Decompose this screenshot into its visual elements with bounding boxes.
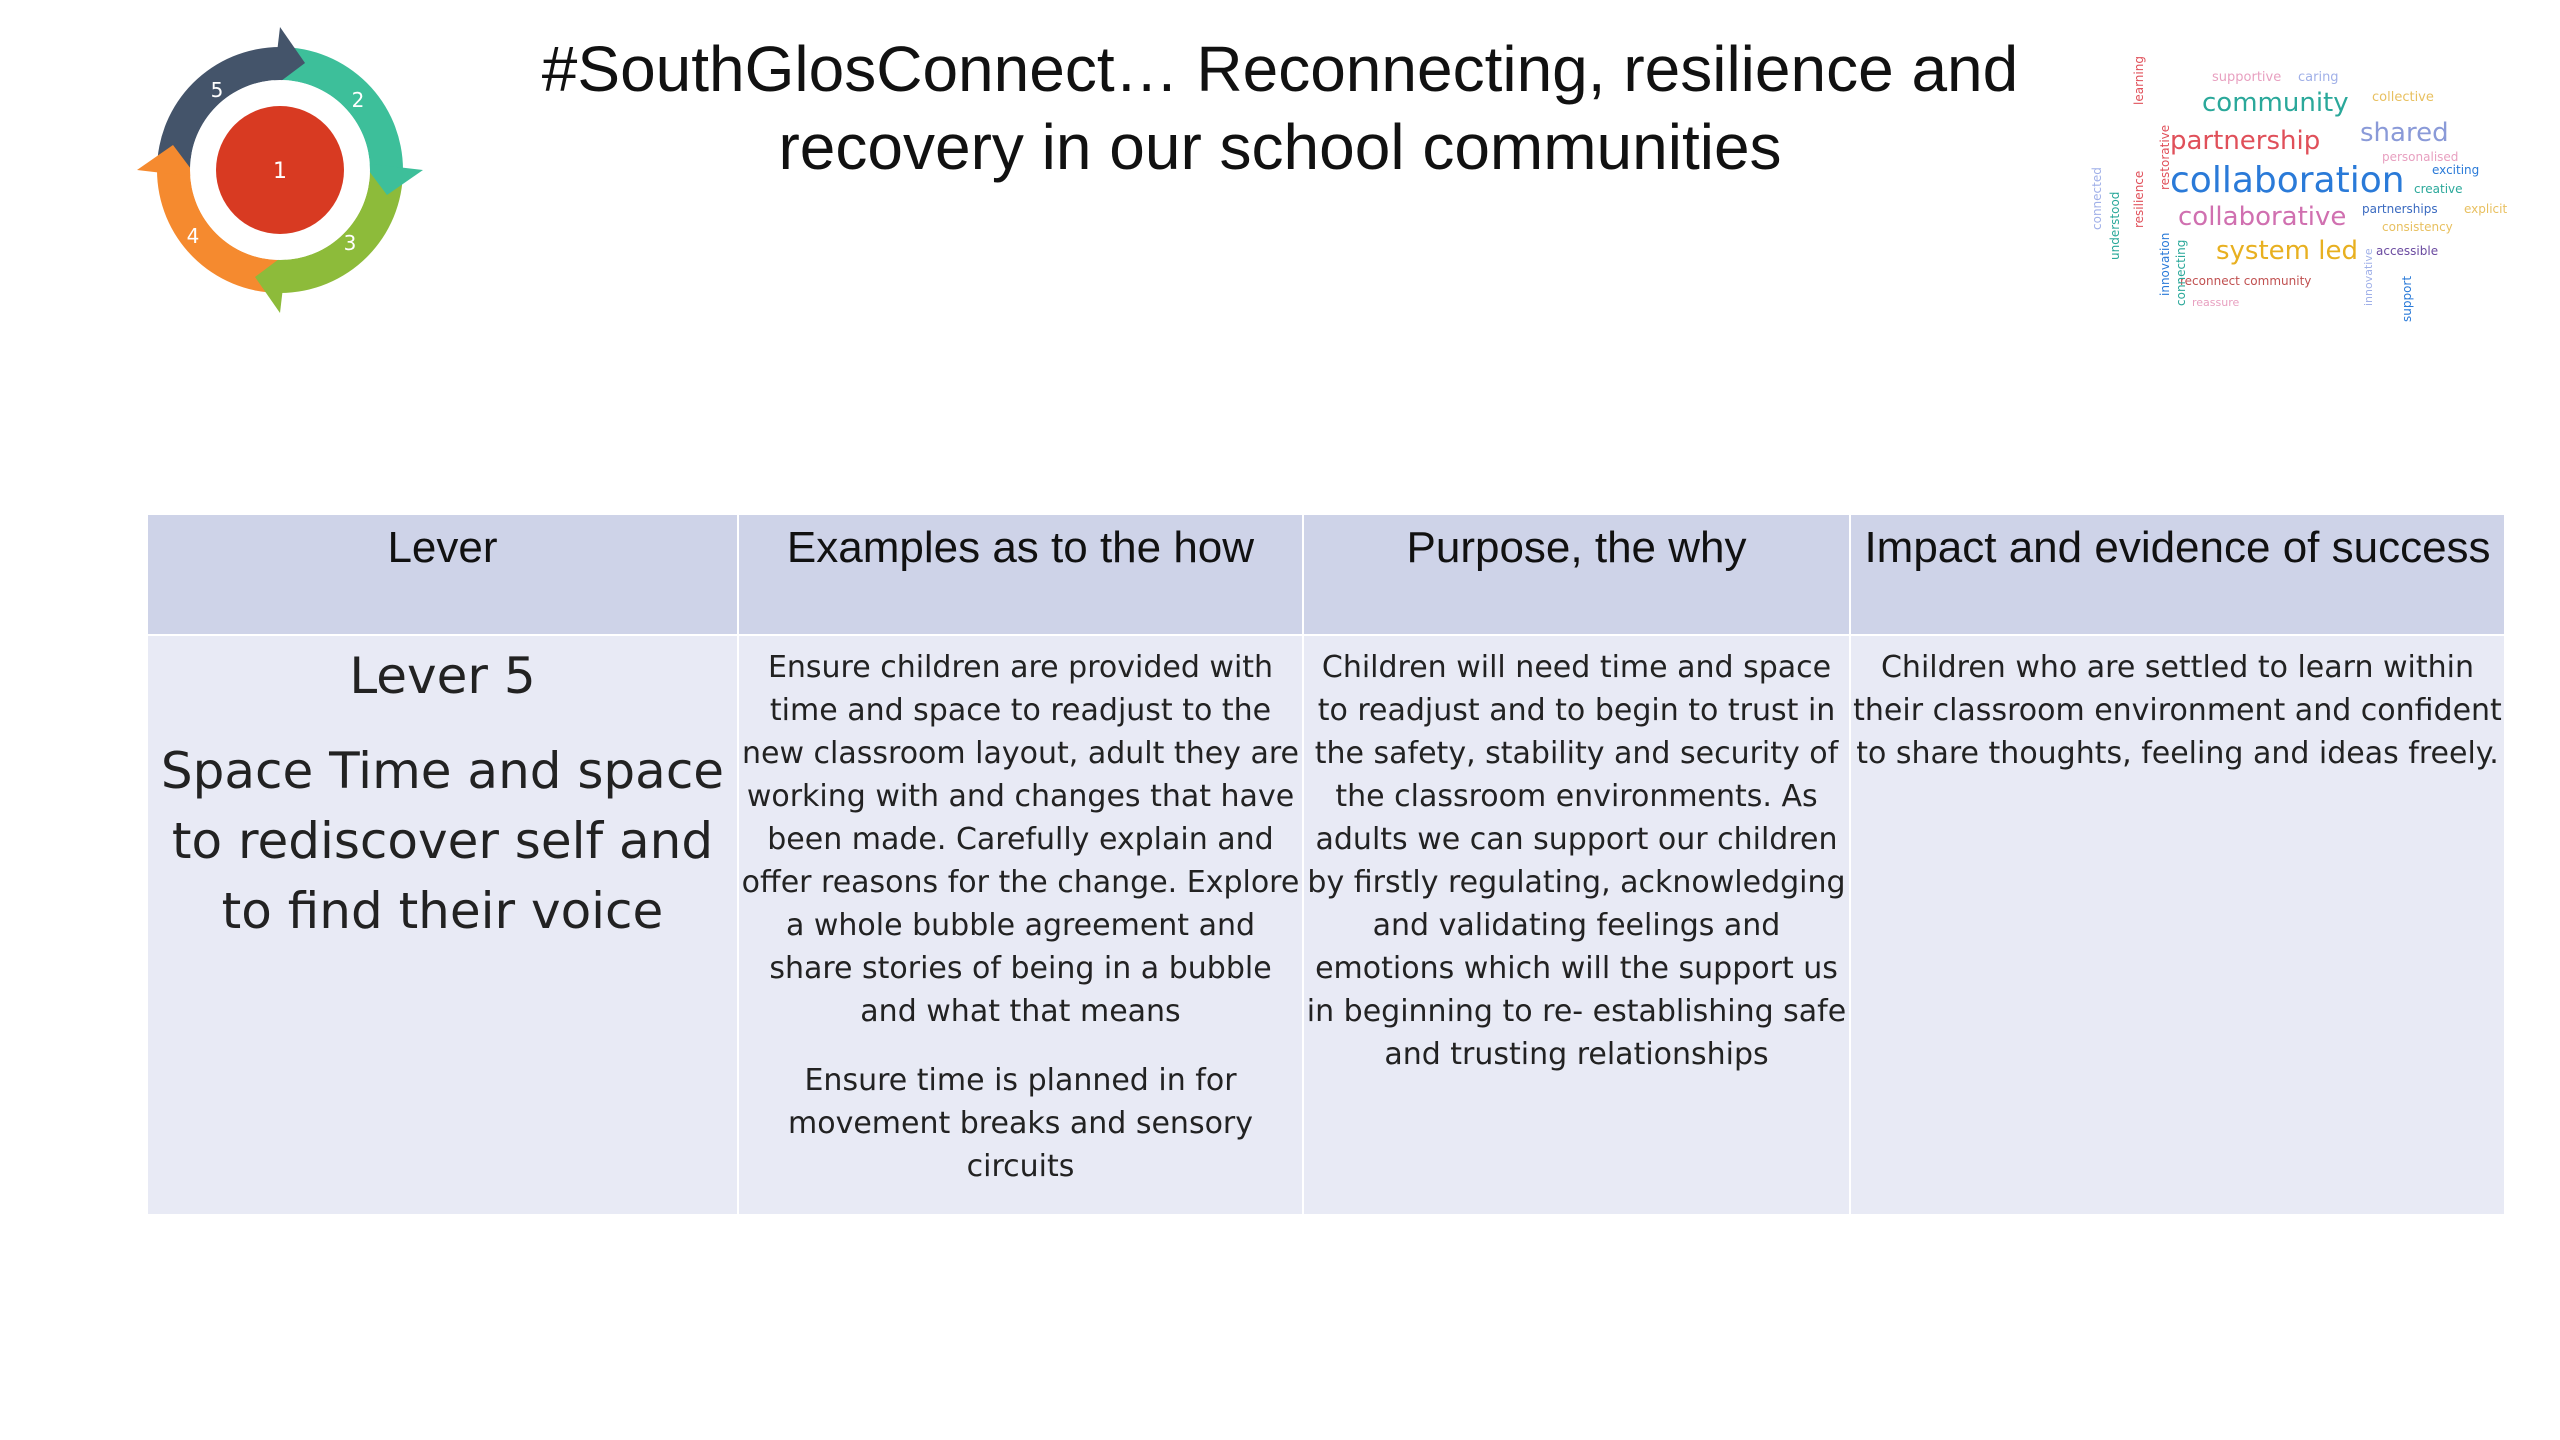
word-cloud-word: restorative <box>2158 124 2172 190</box>
header-impact: Impact and evidence of success <box>1850 515 2504 635</box>
example-paragraph: Ensure time is planned in for movement breaks and sensory circuits <box>787 1063 1254 1184</box>
examples-cell <box>738 635 1303 1214</box>
word-cloud-word: learning <box>2132 56 2146 105</box>
word-cloud-word: exciting <box>2432 163 2480 177</box>
word-cloud-word: resilience <box>2132 170 2146 228</box>
word-cloud-word: shared <box>2360 118 2449 148</box>
word-cloud-word: community <box>2202 88 2349 118</box>
purpose-text: Children will need time and space to readjust and to begin to trust in the safety, stability and security of the classroom environments. As adults we can support our children by firstly regulating, acknowledging and validating feelings and emotions which will the support us in beginning to re- establishing safe and trusting relationships <box>1306 650 1847 1072</box>
lever-name: Lever 5 <box>349 647 536 705</box>
lever-table <box>148 515 2504 1214</box>
header-lever: Lever <box>148 515 738 635</box>
lever-description: Space Time and space to rediscover self and to find their voice <box>160 742 725 940</box>
word-cloud-word: partnership <box>2170 126 2321 156</box>
word-cloud-word: innovative <box>2362 248 2375 306</box>
word-cloud-word: collaboration <box>2170 160 2405 201</box>
page-title: #SouthGlosConnect… Reconnecting, resilience and recovery in our school communities <box>541 33 2019 183</box>
table-header-row <box>148 515 2504 635</box>
segment-1-label: 1 <box>273 159 287 184</box>
lever-cell <box>148 635 738 1214</box>
purpose-cell <box>1303 635 1850 1214</box>
word-cloud-word: system led <box>2216 236 2358 266</box>
word-cloud-word: collective <box>2372 90 2434 105</box>
word-cloud-word: reconnect community <box>2180 274 2312 288</box>
header-examples: Examples as to the how <box>738 515 1303 635</box>
word-cloud-word: supportive <box>2212 70 2282 85</box>
word-cloud-word: understood <box>2108 191 2122 260</box>
word-cloud-word: innovation <box>2158 232 2172 296</box>
cycle-logo <box>135 25 425 315</box>
word-cloud-word: support <box>2400 275 2414 322</box>
segment-3-label: 3 <box>343 231 357 255</box>
word-cloud-word: caring <box>2298 70 2339 85</box>
word-cloud-word: partnerships <box>2362 202 2438 216</box>
word-cloud-word: personalised <box>2382 150 2459 164</box>
table-row <box>148 635 2504 1214</box>
segment-5-label: 5 <box>210 78 224 102</box>
segment-2-label: 2 <box>351 88 365 112</box>
word-cloud-word: creative <box>2414 182 2463 196</box>
word-cloud-word: accessible <box>2376 244 2439 258</box>
word-cloud-word: connecting <box>2174 239 2188 306</box>
word-cloud-word: reassure <box>2192 296 2240 309</box>
impact-text: Children who are settled to learn within their classroom environment and confident to share thoughts, feeling and ideas freely. <box>1853 650 2502 771</box>
header-purpose: Purpose, the why <box>1303 515 1850 635</box>
word-cloud-word: collaborative <box>2178 202 2347 232</box>
word-cloud <box>2070 56 2530 340</box>
segment-4-label: 4 <box>186 224 200 248</box>
impact-cell <box>1850 635 2504 1214</box>
example-paragraph: Ensure children are provided with time and space to readjust to the new classroom layout, adult they are working with and changes that have been made. Carefully explain and offer reasons for the change. Explore a whole bubble agreement and share stories of being in a bubble and what that means <box>741 650 1300 1029</box>
word-cloud-word: connected <box>2090 167 2104 230</box>
word-cloud-word: consistency <box>2382 220 2453 234</box>
word-cloud-word: explicit <box>2464 202 2508 216</box>
